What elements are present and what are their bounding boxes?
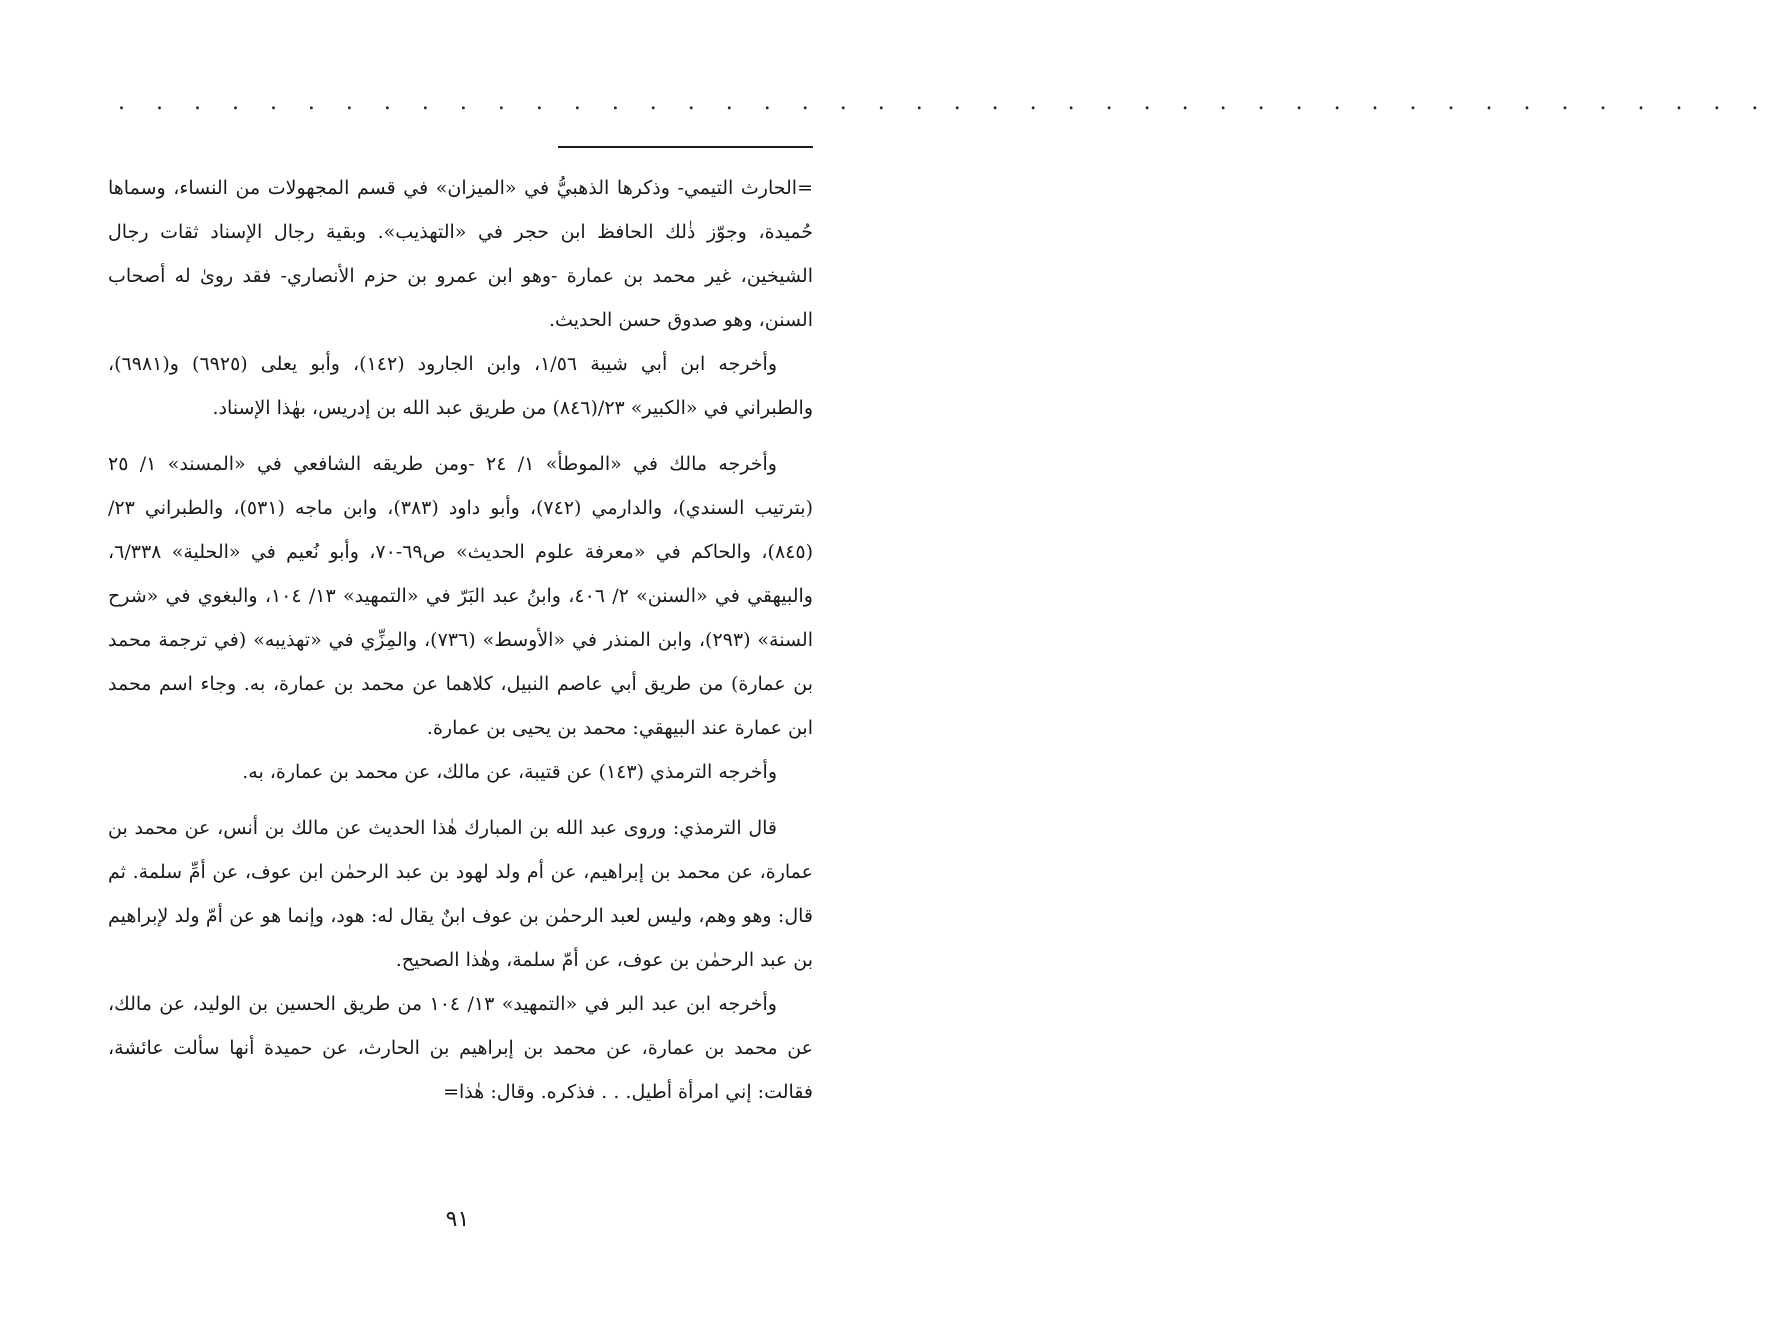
paragraph-6: وأخرجه ابن عبد البر في «التمهيد» ١٣/ ١٠٤ من طريق الحسين بن الوليد، عن مالك، عن محمد بن عمارة، عن محمد بن إبراهيم بن الحارث، عن حميدة أنها سألت عائشة، فقالت: إني امرأة أطيل. . . فذكره. وقال: هٰذا= xyxy=(108,993,813,1103)
paragraph-1: =الحارث التيمي- وذكرها الذهبيُّ في «الميزان» في قسم المجهولات من النساء، وسماها حُميدة، وجوّز ذٰلك الحافظ ابن حجر في «التهذيب». وبقية رجال الإسناد ثقات رجال الشيخين، غير محمد بن عمارة -وهو ابن عمرو بن حزم الأنصاري- فقد روىٰ له أصحاب السنن، وهو صدوق حسن الحديث. xyxy=(108,177,813,331)
paragraph-5: قال الترمذي: وروى عبد الله بن المبارك هٰذا الحديث عن مالك بن أنس، عن محمد بن عمارة، عن محمد بن إبراهيم، عن أم ولد لهود بن عبد الرحمٰن ابن عوف، عن أمِّ سلمة. ثم قال: وهو وهم، وليس لعبد الرحمٰن بن عوف ابنٌ يقال له: هود، وإنما هو عن أمّ ولد لإبراهيم بن عبد الرحمٰن بن عوف، عن أمّ سلمة، وهٰذا الصحيح. xyxy=(108,817,813,971)
footnote-rule xyxy=(558,146,813,148)
paragraph-4: وأخرجه الترمذي (١٤٣) عن قتيبة، عن مالك، عن محمد بن عمارة، به. xyxy=(242,761,777,783)
paragraph-3: وأخرجه مالك في «الموطأ» ١/ ٢٤ -ومن طريقه الشافعي في «المسند» ١/ ٢٥ (بترتيب السندي)، والدارمي (٧٤٢)، وأبو داود (٣٨٣)، وابن ماجه (٥٣١)، والطبراني ٢٣/ (٨٤٥)، والحاكم في «معرفة علوم الحديث» ص٦٩-٧٠، وأبو نُعيم في «الحلية» ٦/٣٣٨، والبيهقي في «السنن» ٢/ ٤٠٦، وابنُ عبد البَرّ في «التمهيد» ١٣/ ١٠٤، والبغوي في «شرح السنة» (٢٩٣)، وابن المنذر في «الأوسط» (٧٣٦)، والمِزِّي في «تهذيبه» (في ترجمة محمد بن عمارة) من طريق أبي عاصم النبيل، كلاهما عن محمد بن عمارة، به. وجاء اسم محمد ابن عمارة عند البيهقي: محمد بن يحيى بن عمارة. xyxy=(108,453,813,739)
paragraph-2: وأخرجه ابن أبي شيبة ١/٥٦، وابن الجارود (١٤٢)، وأبو يعلى (٦٩٢٥) و(٦٩٨١)، والطبراني في «الكبير» ٢٣/(٨٤٦) من طريق عبد الله بن إدريس، بهٰذا الإسناد. xyxy=(108,353,813,419)
separator-dots: . . . . . . . . . . . . . . . . . . . . . . . . . . . . . . . . . . . . . . . . . . . . xyxy=(118,90,1770,115)
footnote-text xyxy=(108,166,813,1114)
page-number: ٩١ xyxy=(445,1207,470,1232)
